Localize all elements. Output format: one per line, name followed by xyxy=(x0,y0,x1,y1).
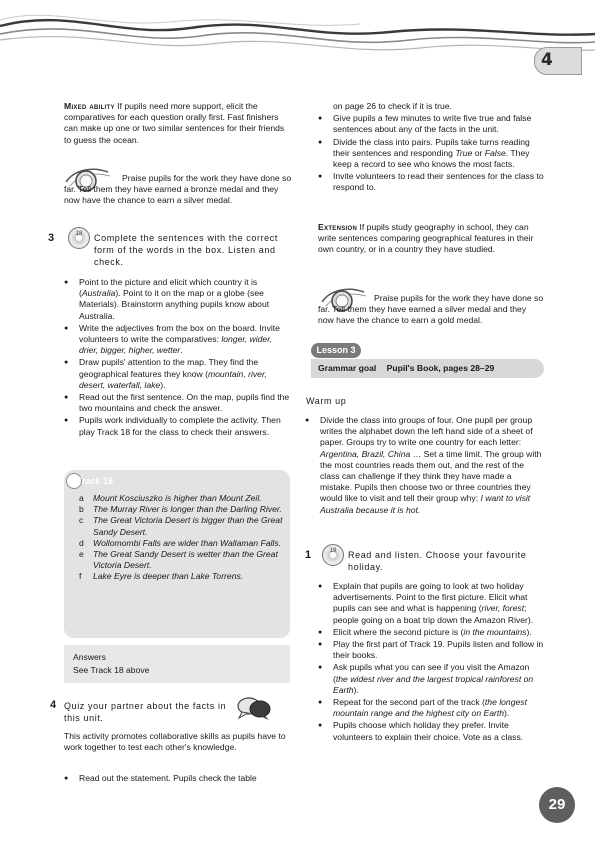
list-item: ● Read out the first sentence. On the map, pupils find the two mountains and check the answer. xyxy=(64,392,292,414)
warm-up-heading: Warm up xyxy=(306,396,347,406)
praise-silver-text: Praise pupils for the work they have done so far. Tell them they have earned a silver medal and they now have the chance to earn a gold medal. xyxy=(318,293,544,326)
list-item: ● Invite volunteers to read their sentences for the class to respond to. xyxy=(318,171,544,193)
mixed-ability-label: Mixed ability xyxy=(64,101,115,111)
grammar-goal-label: Grammar goal xyxy=(318,363,377,373)
list-item: ● Read out the statement. Pupils check the table xyxy=(64,773,292,784)
list-item: ● Play the first part of Track 19. Pupils listen and follow in their books. xyxy=(318,639,544,661)
extension-text: If pupils study geography in school, they can write sentences comparing geographical features in their own country, or in a country they have studied. xyxy=(318,222,534,255)
list-item: ● Write the adjectives from the box on the board. Invite volunteers to write the comparatives: longer, wider, drier, bigger, higher, wetter. xyxy=(64,323,292,357)
continued-line: on page 26 to check if it is true. xyxy=(333,101,452,111)
list-item: ● Repeat for the second part of the track (the longest mountain range and the highest city on Earth). xyxy=(318,697,544,719)
list-item: ● Elicit where the second picture is (in the mountains). xyxy=(318,627,544,638)
list-item: a Mount Kosciuszko is higher than Mount Zeil. xyxy=(79,493,262,503)
exercise-3-instruction: Complete the sentences with the correct form of the words in the box. Listen and check. xyxy=(94,233,278,267)
wave-decoration xyxy=(0,0,595,80)
mixed-ability-note xyxy=(64,101,292,146)
extension-label: Extension xyxy=(318,222,358,232)
track-list xyxy=(79,493,284,583)
list-item: ● Point to the picture and elicit which country it is (Australia). Point to it on the map or a globe (see Materials). Brainstorm anything pupils know about Australia. xyxy=(64,277,292,322)
list-item: ● Draw pupils' attention to the map. They find the geographical features they know (mountain, river, desert, waterfall, lake). xyxy=(64,357,292,391)
list-item: b The Murray River is longer than the Darling River. xyxy=(79,504,282,515)
exercise-4-steps xyxy=(64,772,292,784)
track-title: Track 18 xyxy=(77,476,114,486)
list-item: ● Give pupils a few minutes to write five true and false sentences about any of the facts in the unit. xyxy=(318,113,544,135)
answers-text: See Track 18 above xyxy=(73,665,150,676)
list-item: ● Pupils work individually to complete the activity. Then play Track 18 for the class to check their answers. xyxy=(64,415,292,437)
warm-up-steps xyxy=(305,414,544,516)
list-item: c The Great Victoria Desert is bigger than the Great Sandy Desert. xyxy=(79,515,283,537)
header-wave-banner xyxy=(0,0,595,80)
praise-bronze-text: Praise pupils for the work they have done so far. Tell them they have earned a bronze medal and they now have the chance to earn a silver medal. xyxy=(64,173,292,206)
list-item: ● Divide the class into pairs. Pupils take turns reading their sentences and responding True or False. They keep a record to see who knows the most facts. xyxy=(318,137,544,171)
exercise-1-instruction: Read and listen. Choose your favourite holiday. xyxy=(348,550,527,572)
list-item: ● Pupils choose which holiday they prefer. Invite volunteers to explain their choice. Vote as a class. xyxy=(318,720,544,742)
list-item: ● Ask pupils what you can see if you visit the Amazon (the widest river and the largest tropical rainforest on Earth). xyxy=(318,662,544,696)
pupils-book-pages: Pupil's Book, pages 28–29 xyxy=(386,363,495,373)
cd-icon: 18 xyxy=(68,227,90,249)
answers-title: Answers xyxy=(73,652,106,662)
mixed-ability-text: If pupils need more support, elicit the comparatives for each question orally first. Fast finishers can make up one or two similar sentences for their friends to guess the ocean. xyxy=(64,101,285,145)
exercise-1-number: 1 xyxy=(305,549,312,561)
unit-number: 4 xyxy=(541,50,553,70)
exercise-3-steps xyxy=(64,276,292,438)
answers xyxy=(73,652,283,676)
cd-icon: 19 xyxy=(322,544,344,566)
exercise-1-steps xyxy=(318,580,544,743)
exercise-4-instruction: Quiz your partner about the facts in this unit. xyxy=(64,701,227,723)
exercise-4-number: 4 xyxy=(50,699,57,711)
list-item: f Lake Eyre is deeper than Lake Torrens. xyxy=(79,571,244,582)
list-item: d Wollomombi Falls are wider than Wallaman Falls. xyxy=(79,537,282,548)
exercise-3-number: 3 xyxy=(48,232,55,244)
grammar-goal-bar xyxy=(311,359,544,378)
lesson-label: Lesson 3 xyxy=(311,343,361,358)
exercise-4-note: This activity promotes collaborative skills as pupils have to work together to test each other's knowledge. xyxy=(64,731,286,753)
list-item: ● Divide the class into groups of four. One pupil per group writes the alphabet down the left hand side of a sheet of paper. Groups try to write one country for each letter: Argentina, Brazil, China … Set a time limit. The group with the most countries reads them out, and the rest of the class can challenge if they think they have made a mistake. Pupils then choose two or three countries they would like to visit and tell their group why: I want to visit Australia because it is hot. xyxy=(305,415,544,516)
list-item: ● Explain that pupils are going to look at two holiday advertisements. Point to the first picture. Elicit what pupils can see and what is happening (river, forest; people going on a boat trip down the Amazon River). xyxy=(318,581,544,626)
extension-note xyxy=(318,222,544,256)
page-number: 29 xyxy=(539,787,575,823)
list-item: e The Great Sandy Desert is wetter than the Great Victoria Desert. xyxy=(79,549,278,571)
exercise-4-continued xyxy=(318,101,544,194)
speech-bubbles-icon xyxy=(236,695,272,721)
